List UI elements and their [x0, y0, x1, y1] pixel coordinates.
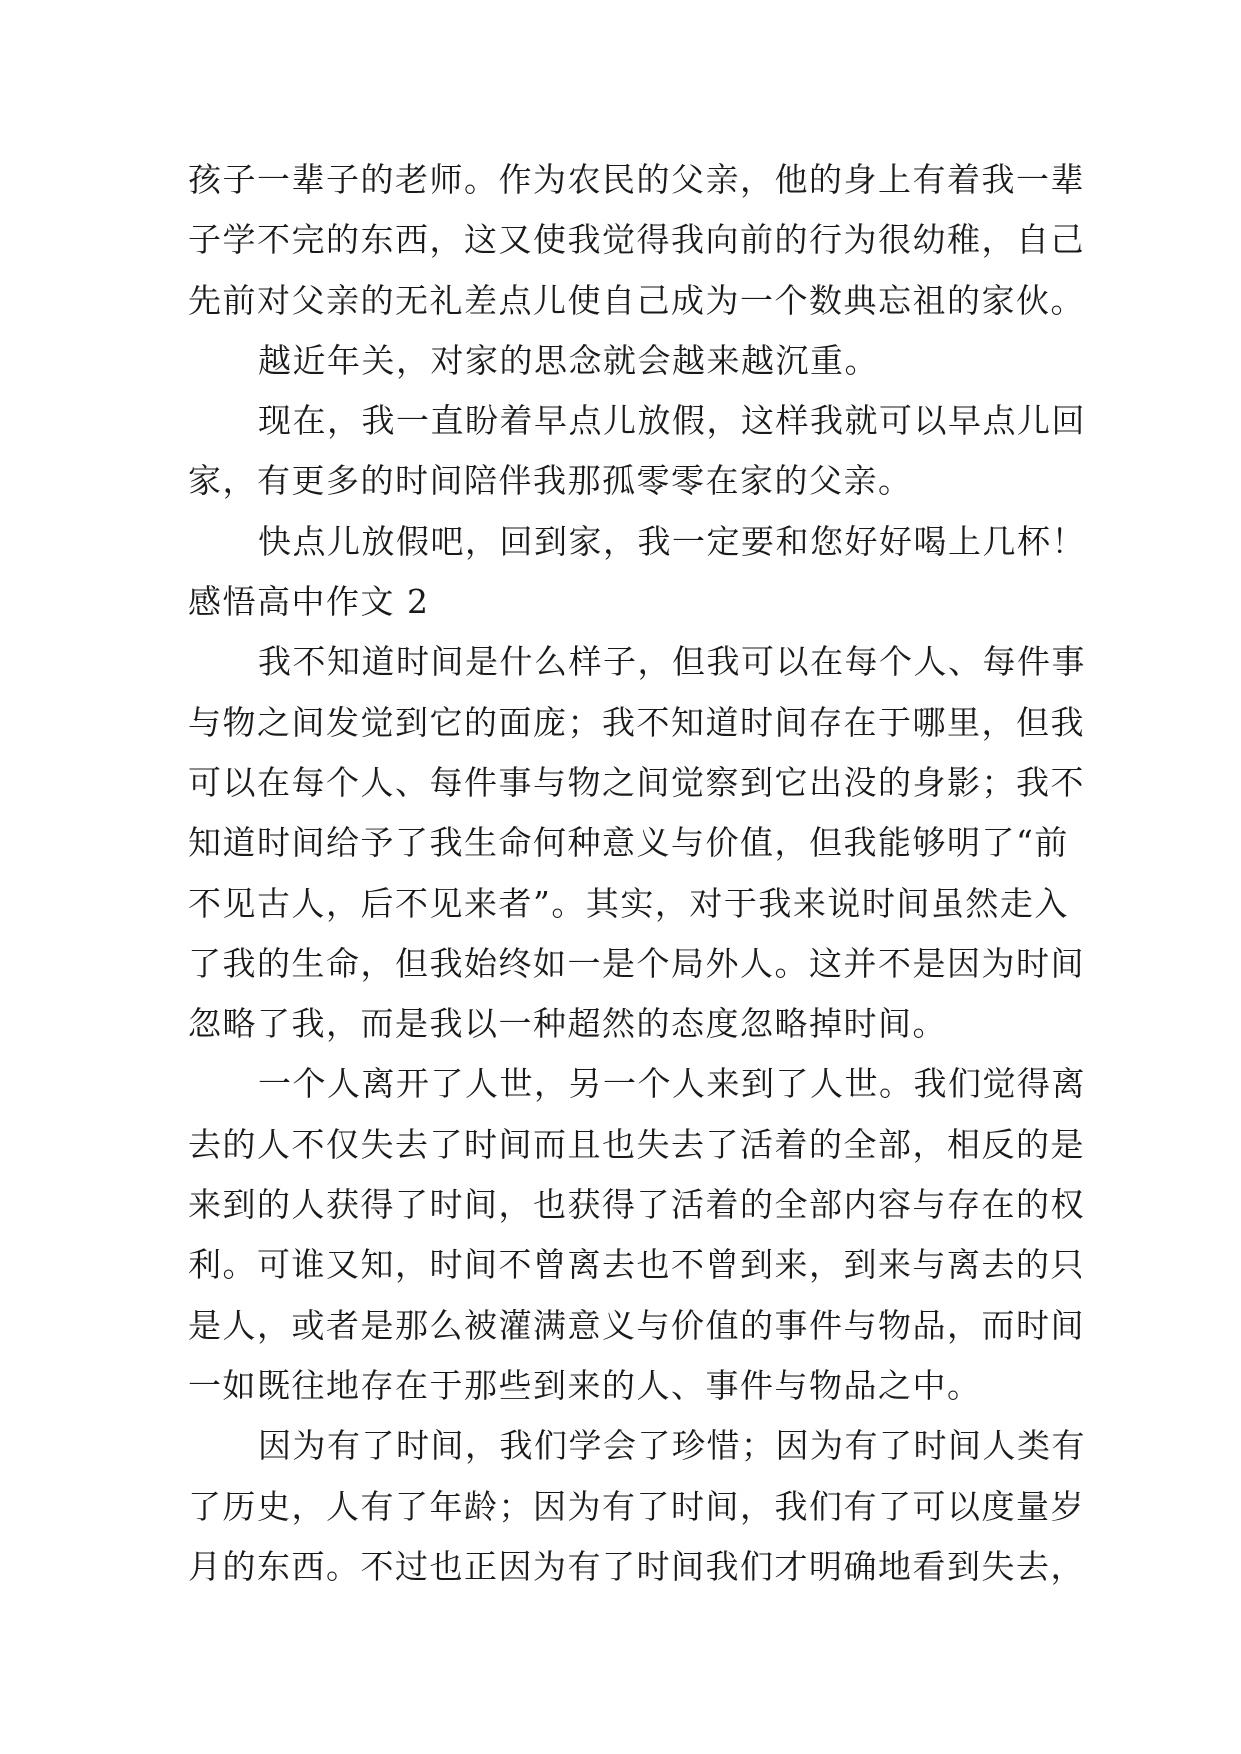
text-line: 家，有更多的时间陪伴我那孤零零在家的父亲。 — [188, 461, 913, 501]
text-line: 我不知道时间是什么样子，但我可以在每个人、每件事 — [258, 642, 1086, 682]
text-line: 不见古人，后不见来者”。其实，对于我来说时间虽然走入 — [188, 883, 1069, 923]
text-line: 了我的生命，但我始终如一是个局外人。这并不是因为时间 — [188, 943, 1085, 983]
text-line: 知道时间给予了我生命何种意义与价值，但我能够明了“前 — [188, 823, 1069, 863]
text-line: 利。可谁又知，时间不曾离去也不曾到来，到来与离去的只 — [188, 1245, 1085, 1285]
text-line: 越近年关，对家的思念就会越来越沉重。 — [258, 340, 879, 380]
text-line: 去的人不仅失去了时间而且也失去了活着的全部，相反的是 — [188, 1124, 1085, 1164]
text-line: 月的东西。不过也正因为有了时间我们才明确地看到失去， — [188, 1546, 1085, 1586]
text-line: 快点儿放假吧，回到家，我一定要和您好好喝上几杯！ — [258, 521, 1086, 561]
text-line: 了历史，人有了年龄；因为有了时间，我们有了可以度量岁 — [188, 1486, 1085, 1526]
text-line: 一个人离开了人世，另一个人来到了人世。我们觉得离 — [258, 1064, 1086, 1104]
text-line: 现在，我一直盼着早点儿放假，这样我就可以早点儿回 — [258, 401, 1086, 441]
text-line: 先前对父亲的无礼差点儿使自己成为一个数典忘祖的家伙。 — [188, 280, 1085, 320]
text-line: 因为有了时间，我们学会了珍惜；因为有了时间人类有 — [258, 1426, 1086, 1466]
text-line: 一如既往地存在于那些到来的人、事件与物品之中。 — [188, 1365, 982, 1405]
text-line: 与物之间发觉到它的面庞；我不知道时间存在于哪里，但我 — [188, 702, 1085, 742]
text-line: 子学不完的东西，这又使我觉得我向前的行为很幼稚，自己 — [188, 220, 1085, 260]
text-line: 感悟高中作文 2 — [188, 582, 430, 622]
text-line: 忽略了我，而是我以一种超然的态度忽略掉时间。 — [188, 1004, 947, 1044]
text-line: 孩子一辈子的老师。作为农民的父亲，他的身上有着我一辈 — [188, 160, 1085, 199]
text-line: 是人，或者是那么被灌满意义与价值的事件与物品，而时间 — [188, 1305, 1085, 1345]
text-line: 来到的人获得了时间，也获得了活着的全部内容与存在的权 — [188, 1185, 1085, 1225]
text-line: 可以在每个人、每件事与物之间觉察到它出没的身影；我不 — [188, 762, 1085, 802]
document-body — [188, 150, 1088, 1597]
